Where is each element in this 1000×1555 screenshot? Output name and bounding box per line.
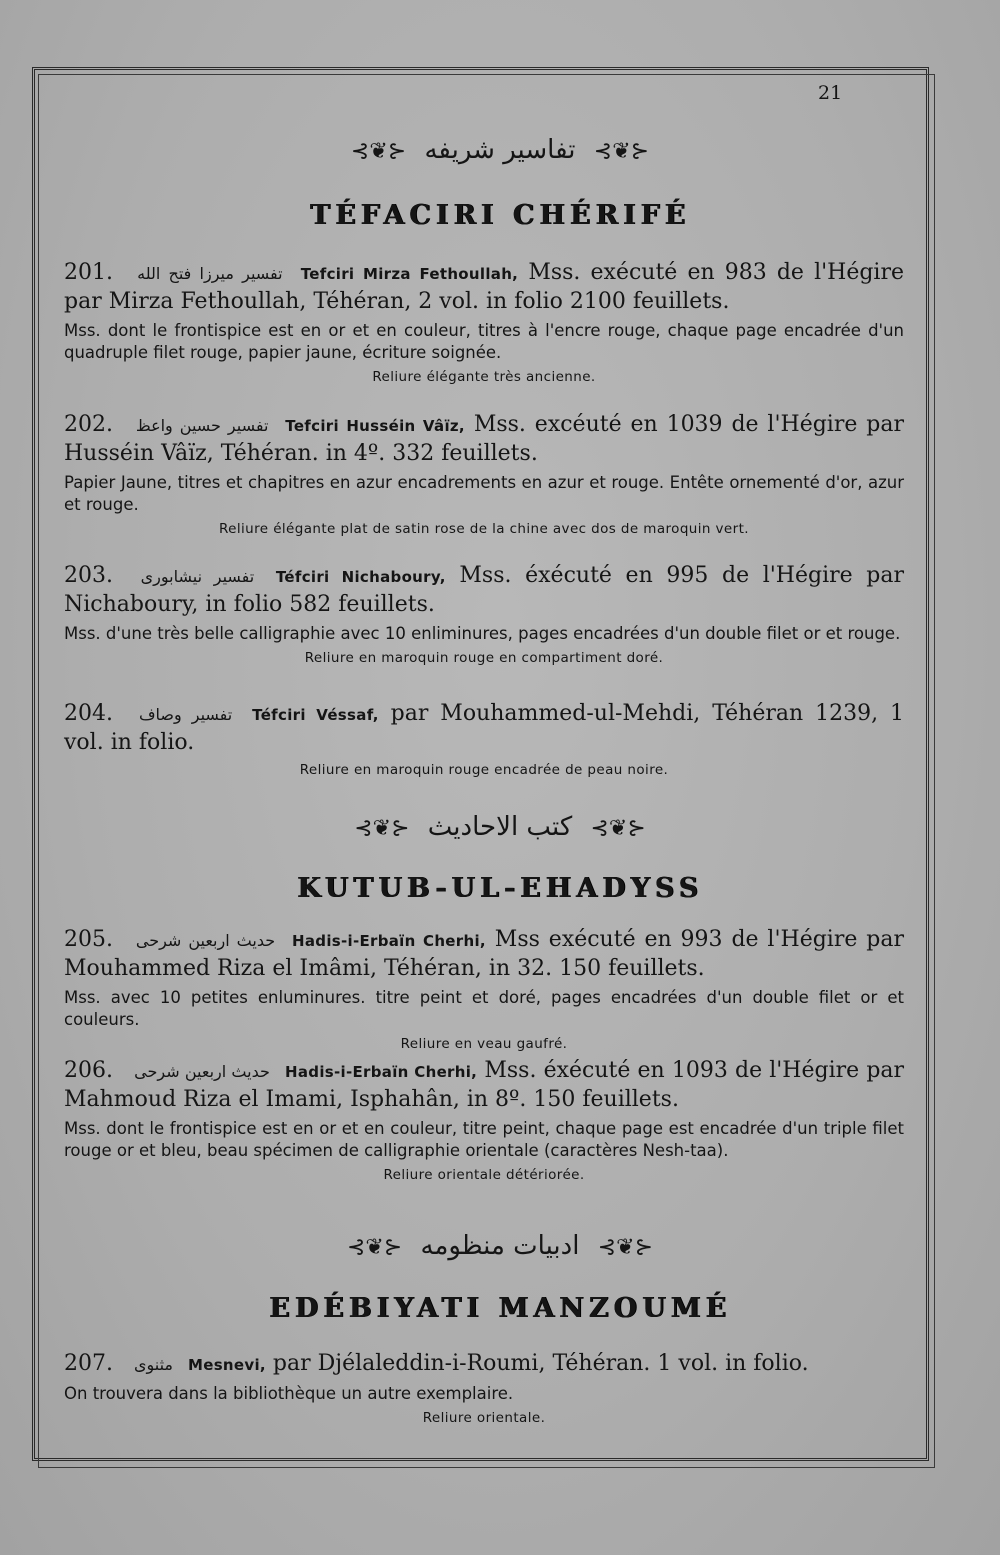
catalog-entry-205 [64,926,904,1052]
entry-number: 205. [64,927,113,952]
entry-binding: Reliure orientale. [422,1410,546,1426]
flourish-left-icon: ⊰❦⊱ [350,139,407,164]
flourish-right-icon: ⊰❦⊱ [593,139,650,164]
entry-binding: Reliure élégante très ancienne. [372,369,596,385]
section-ornament [0,135,1000,165]
catalog-entry-204 [64,700,904,778]
section-ornament [0,1231,1000,1261]
entry-description: Mss. dont le frontispice est en or et en couleur, titre peint, chaque page est encadrée d'un triple filet rouge or et bleu, beau spécimen de calligraphie orientale (caractères Nesh-taa). [64,1119,904,1160]
section-arabic-title: تفاسير شريفه [424,135,576,165]
entry-arabic-title: تفسير حسين واعظ [135,416,269,435]
entry-arabic-title: تفسير وصاف [138,705,233,724]
section-heading: KUTUB-UL-EHADYSS [296,873,704,904]
entry-title: Tefciri Mirza Fethoullah, [300,265,519,283]
entry-details: Mss. excéuté en 1039 de l'Hégire par Husséin Vâïz, Téhéran. in 4º. 332 feuillets. [64,412,904,466]
section-ornament [0,812,1000,842]
entry-title: Mesnevi, [188,1356,266,1374]
entry-binding: Reliure orientale détériorée. [383,1167,585,1183]
section-heading: TÉFACIRI CHÉRIFÉ [309,200,691,231]
entry-number: 207. [64,1351,113,1376]
entry-arabic-title: تفسير نيشابورى [140,567,255,586]
entry-details: par Mouhammed-ul-Mehdi, Téhéran 1239, 1 vol. in folio. [64,701,905,755]
flourish-left-icon: ⊰❦⊱ [346,1235,403,1260]
entry-arabic-title: تفسير ميرزا فتح الله [137,264,283,283]
section-arabic-title: ادبيات منظومه [420,1231,580,1261]
entry-arabic-title: حديث اربعين شرحى [135,931,276,950]
catalog-entry-207 [64,1350,904,1426]
entry-title: Tefciri Husséin Vâïz, [285,417,465,435]
entry-arabic-title: مثنوى [133,1355,173,1374]
section-heading: EDÉBIYATI MANZOUMÉ [269,1293,731,1324]
page-number: 21 [818,82,843,104]
entry-number: 206. [64,1058,113,1083]
entry-details: Mss. éxécuté en 995 de l'Hégire par Nichaboury, in folio 582 feuillets. [64,563,905,617]
catalog-entry-201 [64,259,904,385]
entry-description: Mss. d'une très belle calligraphie avec 10 enliminures, pages encadrées d'un double filet or et rouge. [64,624,901,643]
entry-details: Mss. éxécuté en 1093 de l'Hégire par Mahmoud Riza el Imami, Isphahân, in 8º. 150 feuillets. [64,1058,905,1112]
entry-binding: Reliure élégante plat de satin rose de la chine avec dos de maroquin vert. [219,521,749,537]
flourish-right-icon: ⊰❦⊱ [590,816,646,841]
flourish-right-icon: ⊰❦⊱ [597,1235,654,1260]
catalog-entry-202 [64,411,904,537]
entry-binding: Reliure en maroquin rouge encadrée de peau noire. [299,762,669,778]
entry-title: Téfciri Véssaf, [252,706,379,724]
entry-details: Mss exécuté en 993 de l'Hégire par Mouhammed Riza el Imâmi, Téhéran, in 32. 150 feuillets. [64,927,904,981]
entry-number: 202. [64,412,113,437]
entry-binding: Reliure en maroquin rouge en compartiment doré. [304,650,664,666]
entry-description: Papier Jaune, titres et chapitres en azur encadrements en azur et rouge. Entête ornementé d'or, azur et rouge. [64,473,904,514]
flourish-left-icon: ⊰❦⊱ [354,816,410,841]
entry-number: 203. [64,563,113,588]
entry-details: Mss. exécuté en 983 de l'Hégire par Mirza Fethoullah, Téhéran, 2 vol. in folio 2100 feuillets. [64,260,905,314]
entry-title: Hadis-i-Erbaïn Cherhi, [292,932,486,950]
entry-description: Mss. avec 10 petites enluminures. titre peint et doré, pages encadrées d'un double filet or et couleurs. [64,988,904,1029]
entry-arabic-title: حديث اربعين شرحى [134,1062,270,1081]
entry-number: 204. [64,701,113,726]
entry-description: On trouvera dans la bibliothèque un autre exemplaire. [64,1384,514,1403]
entry-binding: Reliure en veau gaufré. [400,1036,568,1052]
entry-title: Téfciri Nichaboury, [275,568,446,586]
entry-number: 201. [64,260,113,285]
entry-description: Mss. dont le frontispice est en or et en couleur, titres à l'encre rouge, chaque page encadrée d'un quadruple filet rouge, papier jaune, écriture soignée. [64,321,904,362]
catalog-entry-206 [64,1057,904,1183]
catalog-entry-203 [64,562,904,666]
entry-title: Hadis-i-Erbaïn Cherhi, [285,1063,478,1081]
section-arabic-title: كتب الاحاديث [427,812,573,842]
entry-details: par Djélaleddin-i-Roumi, Téhéran. 1 vol. in folio. [272,1351,809,1376]
